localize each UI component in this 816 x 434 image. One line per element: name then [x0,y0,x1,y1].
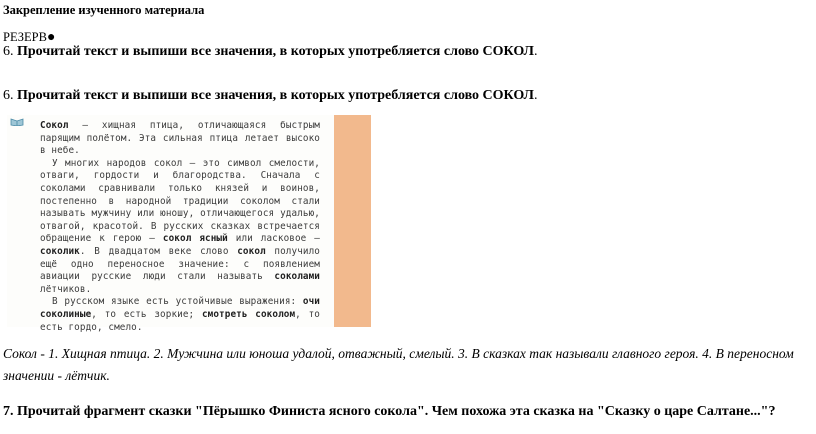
task-7: 7. Прочитай фрагмент сказки "Пёрышко Финиста ясного сокола". Чем похожа эта сказка на "Сказку о царе Салтане..."? [3,404,776,419]
bullet-icon: ● [46,30,56,45]
answer-text: Сокол - 1. Хищная птица. 2. Мужчина или юноша удалой, отважный, смелый. 3. В сказках так называли главного героя. 4. В переносном значении - лётчик. [3,346,794,383]
bold-phrase: сокол ясный [162,233,228,245]
book-icon [10,118,24,126]
paragraph-text: , то есть гордо, смело. [40,308,320,333]
page-title: Закрепление изученного материала [3,3,205,17]
paragraph-text: В русском языке есть устойчивые выражения: [52,296,303,308]
textbook-text [40,120,320,334]
bold-phrase: соколик [40,245,80,257]
term-sokol: Сокол [40,120,69,131]
task-text: Прочитай текст и выпиши все значения, в которых употребляется слово СОКОЛ [17,88,534,103]
bold-phrase: смотреть соколом [201,308,296,320]
paragraph-text: , то есть зоркие; [91,308,202,320]
bold-phrase: очи соколиные [40,296,320,320]
paragraph-text: У многих народов сокол — это символ смелости, отваги, гордости и благородства. Сначала с соколами сравнивали только князей и воинов, постепенно в народной традиции соколом стали называть мужчину или юношу, отличающегося удалью, отвагой, красотой. В русских сказках встречается обращение к герою — [40,157,320,245]
paragraph-text: лётчиков. [40,283,92,295]
task-6-first [3,44,537,60]
paragraph-text: получило ещё одно переносное значение: с появлением авиации русские люди стали называть [40,245,320,283]
task-end: . [533,44,538,59]
bold-phrase: соколами [274,271,320,283]
reserve-text: РЕЗЕРВ [3,30,47,44]
task-end: . [533,88,538,103]
textbook-paragraph-1 [40,120,320,158]
task-number: 6. [3,44,17,59]
paragraph-text: — хищная птица, отличающаяся быстрым парящим полётом. Эта сильная птица летает высоко в небе. [40,120,320,157]
page-edge-stripe [334,115,371,327]
textbook-excerpt-image [7,115,365,333]
paragraph-text: или ласковое — [227,233,321,245]
task-number: 6. [3,88,17,103]
task-6-second [3,88,537,104]
textbook-paragraph-3 [40,296,320,334]
textbook-paragraph-2 [40,158,320,297]
paragraph-text: . В двадцатом веке слово [79,245,238,257]
task-text: Прочитай текст и выпиши все значения, в которых употребляется слово СОКОЛ [17,44,534,59]
bold-phrase: сокол [237,245,266,257]
